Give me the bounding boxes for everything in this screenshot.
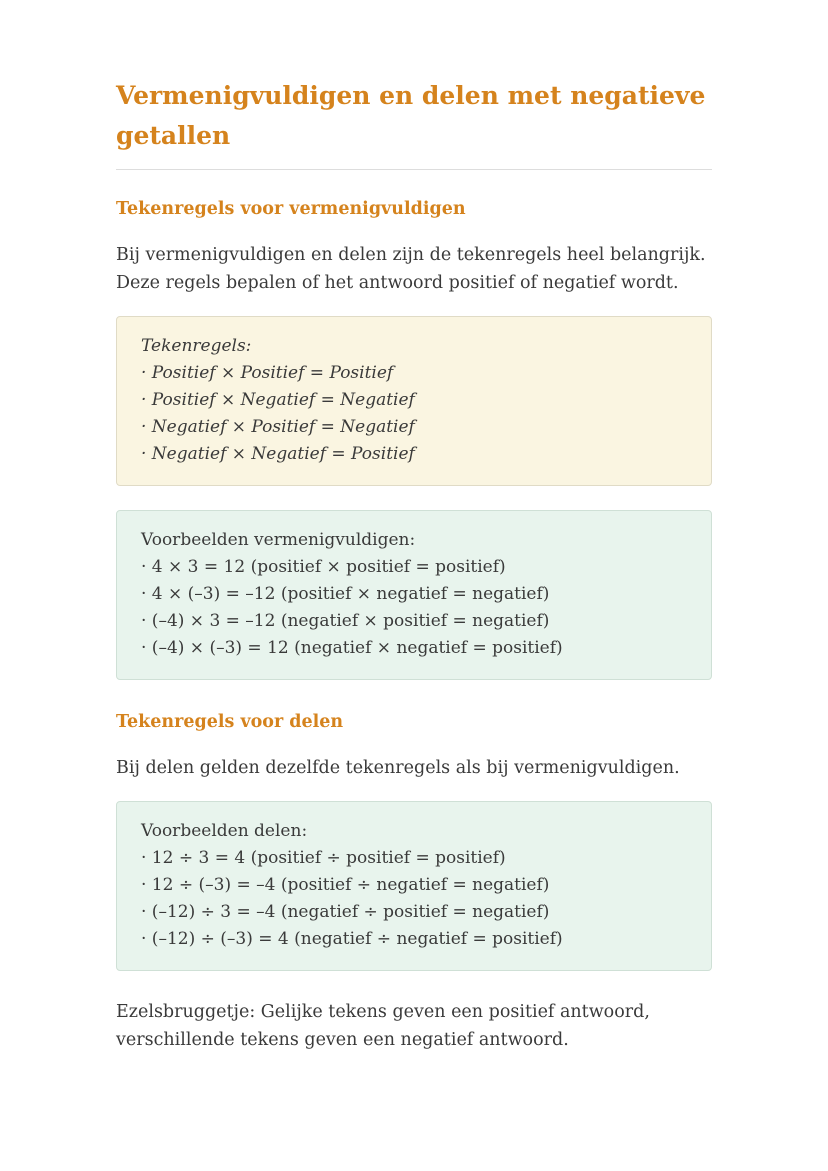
sign-rule-item: · Negatief × Negatief = Positief [141,444,415,464]
divide-examples-box [116,801,712,971]
multiply-intro-paragraph: Bij vermenigvuldigen en delen zijn de tekenregels heel belangrijk. Deze regels bepalen of het antwoord positief of negatief wordt. [116,245,706,293]
divide-intro-paragraph: Bij delen gelden dezelfde tekenregels als bij vermenigvuldigen. [116,758,680,778]
sign-rule-item: · Negatief × Positief = Negatief [141,417,415,437]
page-title: Vermenigvuldigen en delen met negatieve getallen [116,81,706,150]
multiply-example-item: · (–4) × 3 = –12 (negatief × positief = negatief) [141,611,550,631]
mnemonic-paragraph: Ezelsbruggetje: Gelijke tekens geven een positief antwoord, verschillende tekens geven een negatief antwoord. [116,1002,650,1050]
sign-rule-item: · Positief × Positief = Positief [141,363,394,383]
multiply-examples-box-title: Voorbeelden vermenigvuldigen: [141,530,416,550]
multiply-example-item: · (–4) × (–3) = 12 (negatief × negatief = positief) [141,638,563,658]
section-heading-multiply: Tekenregels voor vermenigvuldigen [116,199,466,219]
divide-examples-box-title: Voorbeelden delen: [141,821,308,841]
section-heading-divide: Tekenregels voor delen [116,712,344,732]
multiply-examples-box [116,510,712,680]
divide-example-item: · 12 ÷ (–3) = –4 (positief ÷ negatief = negatief) [141,875,550,895]
title-divider [116,169,712,170]
sign-rules-box [116,316,712,486]
multiply-example-item: · 4 × 3 = 12 (positief × positief = positief) [141,557,506,577]
sign-rules-box-title: Tekenregels: [141,336,252,356]
divide-example-item: · 12 ÷ 3 = 4 (positief ÷ positief = positief) [141,848,506,868]
divide-example-item: · (–12) ÷ (–3) = 4 (negatief ÷ negatief = positief) [141,929,563,949]
multiply-example-item: · 4 × (–3) = –12 (positief × negatief = negatief) [141,584,550,604]
sign-rule-item: · Positief × Negatief = Negatief [141,390,415,410]
divide-example-item: · (–12) ÷ 3 = –4 (negatief ÷ positief = negatief) [141,902,550,922]
